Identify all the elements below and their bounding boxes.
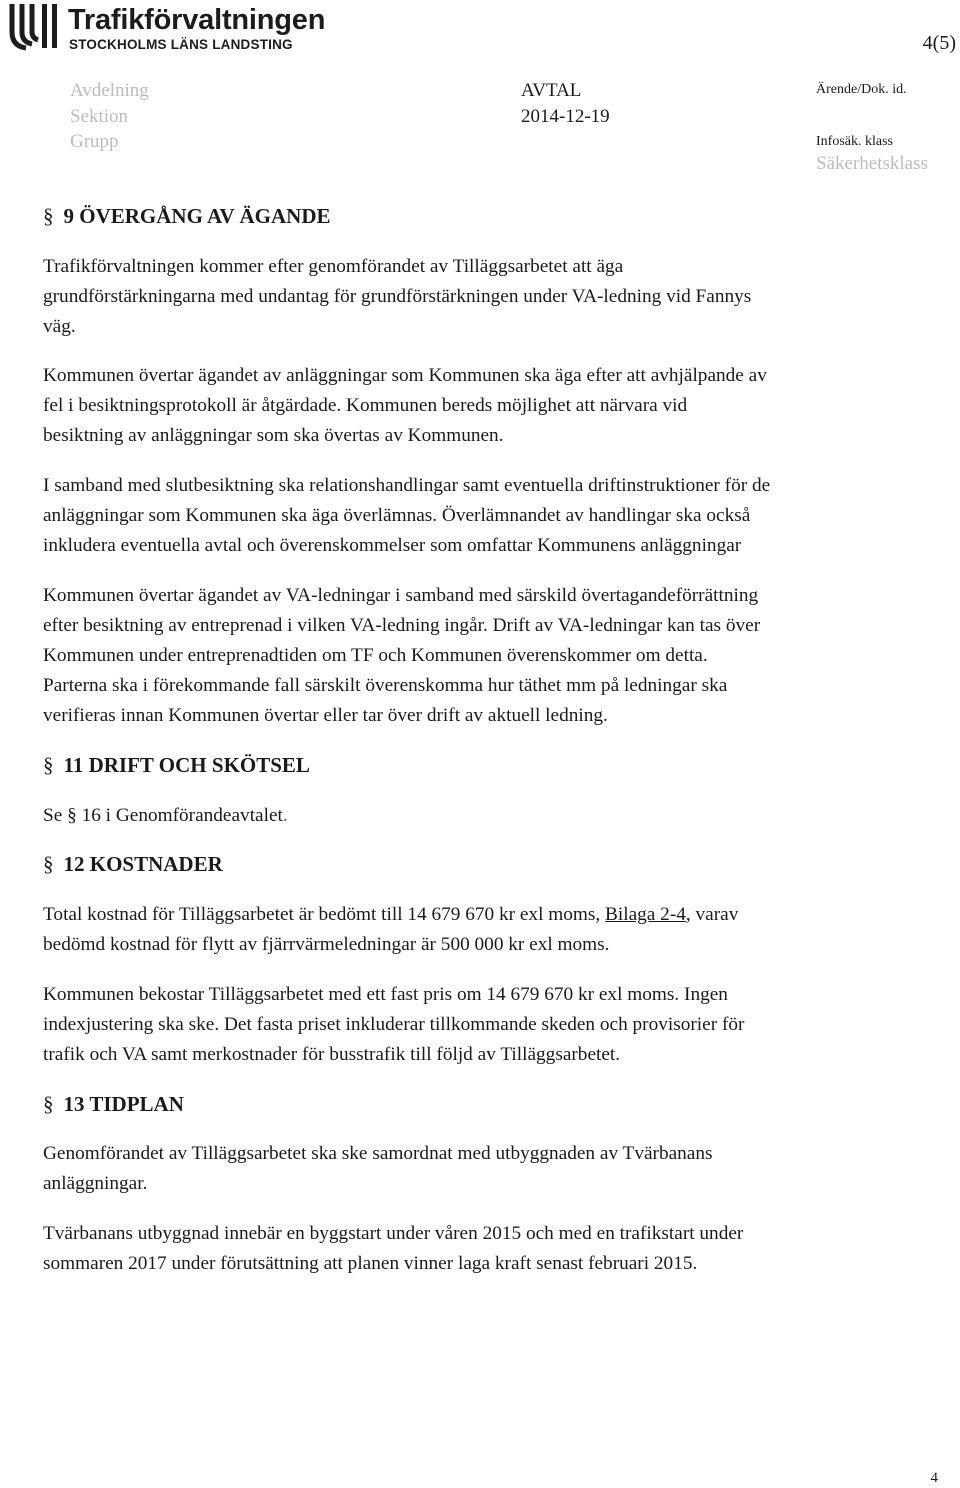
text-line: Tvärbanans utbyggnad innebär en byggstart under våren 2015 och med en trafikstart under <box>43 1223 744 1244</box>
text-line: sommaren 2017 under förutsättning att planen vinner laga kraft senast februari 2015. <box>43 1253 698 1274</box>
text-line: verifieras innan Kommunen övertar eller tar över drift av aktuell ledning. <box>43 705 608 726</box>
text-line: Parterna ska i förekommande fall särskilt överenskomma hur täthet mm på ledningar ska <box>43 675 728 696</box>
text-line <box>43 900 923 930</box>
arende-label: Ärende/Dok. id. <box>816 82 907 97</box>
section-9-title: 9 ÖVERGÅNG AV ÄGANDE <box>63 204 331 228</box>
section-symbol: § <box>43 204 54 228</box>
section-symbol: § <box>43 1092 54 1116</box>
text-line: I samband med slutbesiktning ska relationshandlingar samt eventuella driftinstruktioner för de <box>43 475 771 496</box>
text-segment: Total kostnad för Tilläggsarbetet är bedömt till 14 679 670 kr exl moms, <box>43 904 606 925</box>
section-11-heading <box>43 753 310 778</box>
section-13-paragraph-1 <box>43 1139 923 1199</box>
section-9-paragraph-3 <box>43 471 923 561</box>
text-dot: . <box>282 805 288 826</box>
text-line: grundförstärkningarna med undantag för grundförstärkningen under VA-ledning vid Fannys <box>43 286 752 307</box>
section-9-heading <box>43 204 331 229</box>
logo-name: Trafikförvaltningen <box>68 4 326 36</box>
section-9-paragraph-2 <box>43 361 923 451</box>
text-line: indexjustering ska ske. Det fasta priset inkluderar tillkommande skeden och provisorier för <box>43 1014 745 1035</box>
section-symbol: § <box>43 852 54 876</box>
section-12-paragraph-2 <box>43 980 923 1070</box>
text-line: anläggningar som Kommunen ska äga överlämnas. Överlämnandet av handlingar ska också <box>43 505 751 526</box>
text-segment: Se <box>43 805 68 826</box>
doc-date: 2014-12-19 <box>521 106 610 127</box>
page-number: 4(5) <box>922 32 956 54</box>
text-line: efter besiktning av entreprenad i vilken VA-ledning ingår. Drift av VA-ledningar kan tas över <box>43 615 761 636</box>
text-line <box>43 801 923 831</box>
text-line: Kommunen bekostar Tilläggsarbetet med ett fast pris om 14 679 670 kr exl moms. Ingen <box>43 984 728 1005</box>
text-line: fel i besiktningsprotokoll är åtgärdade. Kommunen bereds möjlighet att närvara vid <box>43 395 688 416</box>
text-line: Genomförandet av Tilläggsarbetet ska ske samordnat med utbyggnaden av Tvärbanans <box>43 1143 713 1164</box>
section-12-paragraph-1 <box>43 900 923 960</box>
infosak-label: Infosäk. klass <box>816 134 893 149</box>
text-segment: , varav <box>685 904 739 925</box>
footer-page-number: 4 <box>930 1470 938 1486</box>
section-13-heading <box>43 1092 184 1117</box>
field-avdelning: Avdelning <box>70 80 149 101</box>
text-line: inkludera eventuella avtal och överenskommelser som omfattar Kommunens anläggningar <box>43 535 742 556</box>
text-line: väg. <box>43 316 76 337</box>
section-9-paragraph-1 <box>43 252 923 342</box>
text-segment: 16 i Genomförandeavtalet <box>76 805 283 826</box>
section-11-title: 11 DRIFT OCH SKÖTSEL <box>63 753 310 777</box>
text-line: besiktning av anläggningar som ska övertas av Kommunen. <box>43 425 504 446</box>
section-symbol-inline: § <box>67 805 77 826</box>
text-line: anläggningar. <box>43 1173 148 1194</box>
section-symbol: § <box>43 753 54 777</box>
text-line: bedömd kostnad för flytt av fjärrvärmeledningar är 500 000 kr exl moms. <box>43 934 610 955</box>
text-line: Kommunen övertar ägandet av anläggningar som Kommunen ska äga efter att avhjälpande av <box>43 365 767 386</box>
section-13-paragraph-2 <box>43 1219 923 1279</box>
text-line: trafik och VA samt merkostnader för busstrafik till följd av Tilläggsarbetet. <box>43 1044 621 1065</box>
section-11-paragraph <box>43 801 923 831</box>
sll-logo-icon <box>4 2 64 52</box>
doc-type: AVTAL <box>521 80 582 101</box>
logo-subtitle: STOCKHOLMS LÄNS LANDSTING <box>69 37 293 52</box>
trafikforvaltningen-logo <box>4 2 324 54</box>
section-12-heading <box>43 852 223 877</box>
bilaga-link[interactable]: Bilaga 2-4 <box>605 904 686 925</box>
text-line: Kommunen övertar ägandet av VA-ledningar i samband med särskild övertagandeförrättning <box>43 585 759 606</box>
text-line: Kommunen under entreprenadtiden om TF och Kommunen överenskommer om detta. <box>43 645 708 666</box>
text-line: Trafikförvaltningen kommer efter genomförandet av Tilläggsarbetet att äga <box>43 256 624 277</box>
section-9-paragraph-4 <box>43 581 923 731</box>
section-12-title: 12 KOSTNADER <box>63 852 223 876</box>
section-13-title: 13 TIDPLAN <box>63 1092 184 1116</box>
field-grupp: Grupp <box>70 131 119 152</box>
sakerhetsklass: Säkerhetsklass <box>816 153 928 174</box>
field-sektion: Sektion <box>70 106 129 127</box>
